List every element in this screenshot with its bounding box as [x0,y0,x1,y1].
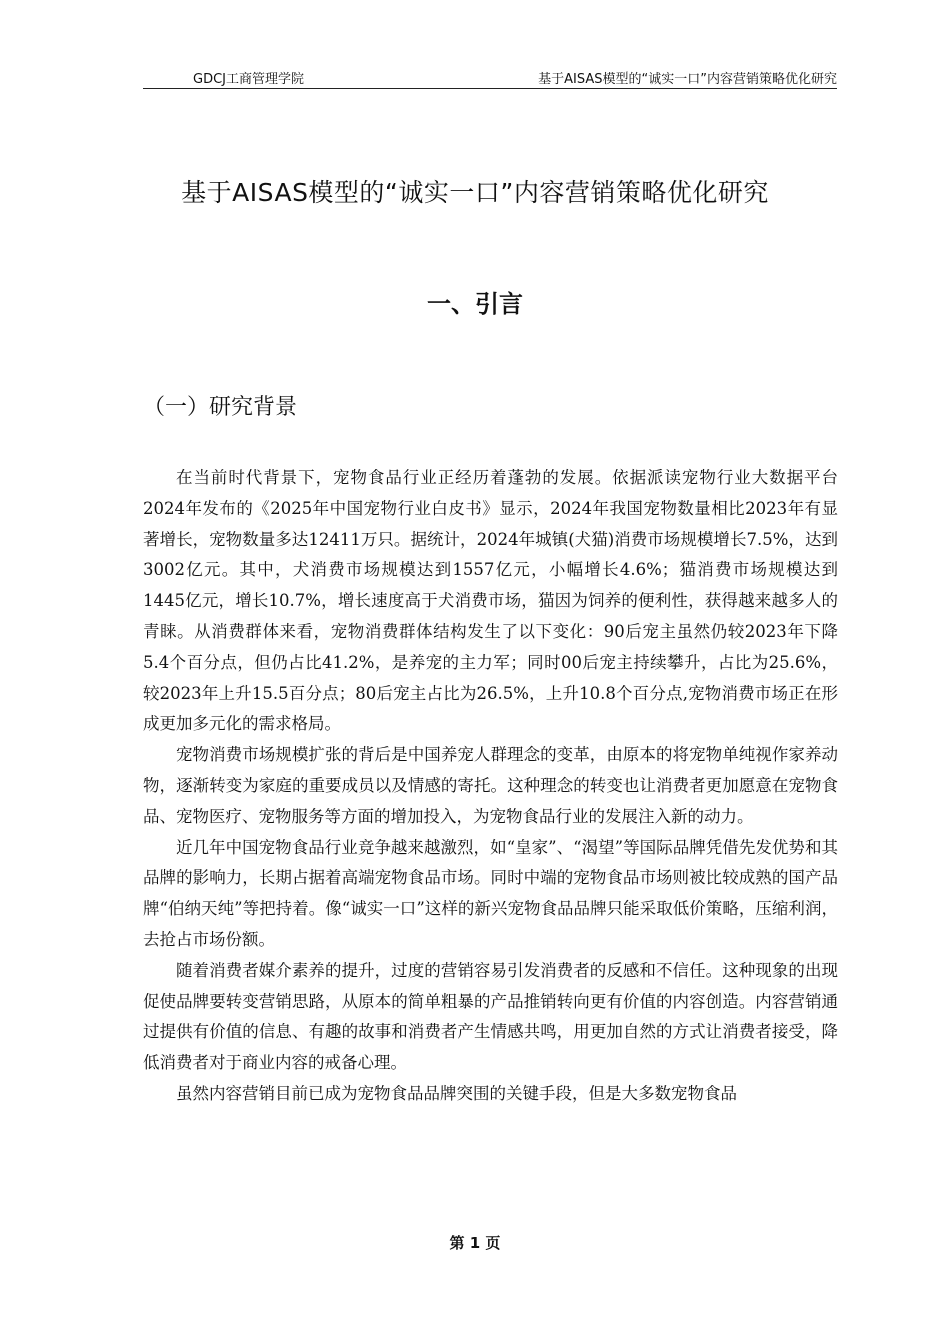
page-number: 第 1 页 [449,1234,501,1252]
subsection-heading-background: （一）研究背景 [143,395,298,420]
paragraph: 随着消费者媒介素养的提升，过度的营销容易引发消费者的反感和不信任。这种现象的出现促使品牌要转变营销思路，从原本的简单粗暴的产品推销转向更有价值的内容创造。内容营销通过提供有价值的信息、有趣的故事和消费者产生情感共鸣，用更加自然的方式让消费者接受，降低消费者对于商业内容的戒备心理。 [143,960,838,1073]
header-running-title: 基于AISAS模型的“诚实一口”内容营销策略优化研究 [538,72,837,87]
body-text [143,463,838,1110]
paragraph: 在当前时代背景下，宠物食品行业正经历着蓬勃的发展。依据派读宠物行业大数据平台2024年发布的《2025年中国宠物行业白皮书》显示，2024年我国宠物数量相比2023年有显著增长，宠物数量多达12411万只。据统计，2024年城镇(犬猫)消费市场规模增长7.5%，达到3002亿元。其中，犬消费市场规模达到1557亿元，小幅增长4.6%；猫消费市场规模达到1445亿元，增长10.7%，增长速度高于犬消费市场，猫因为饲养的便利性，获得越来越多人的青睐。从消费群体来看，宠物消费群体结构发生了以下变化：90后宠主虽然仍较2023年下降5.4个百分点，但仍占比41.2%，是养宠的主力军；同时00后宠主持续攀升，占比为25.6%，较2023年上升15.5百分点；80后宠主占比为26.5%，上升10.8个百分点,宠物消费市场正在形成更加多元化的需求格局。 [143,468,838,734]
paragraph: 近几年中国宠物食品行业竞争越来越激烈，如“皇家”、“渴望”等国际品牌凭借先发优势和其品牌的影响力，长期占据着高端宠物食品市场。同时中端的宠物食品市场则被比较成熟的国产品牌“伯纳天纯”等把持着。像“诚实一口”这样的新兴宠物食品品牌只能采取低价策略，压缩利润，去抢占市场份额。 [143,837,838,949]
paragraph: 虽然内容营销目前已成为宠物食品品牌突围的关键手段，但是大多数宠物食品 [176,1083,737,1103]
header-institution: GDCJ工商管理学院 [193,72,304,87]
page-header [143,66,837,89]
document-title: 基于AISAS模型的“诚实一口”内容营销策略优化研究 [181,178,769,207]
paragraph: 宠物消费市场规模扩张的背后是中国养宠人群理念的变革，由原本的将宠物单纯视作家养动物，逐渐转变为家庭的重要成员以及情感的寄托。这种理念的转变也让消费者更加愿意在宠物食品、宠物医疗、宠物服务等方面的增加投入，为宠物食品行业的发展注入新的动力。 [143,745,838,826]
section-heading-introduction: 一、引言 [427,290,523,318]
